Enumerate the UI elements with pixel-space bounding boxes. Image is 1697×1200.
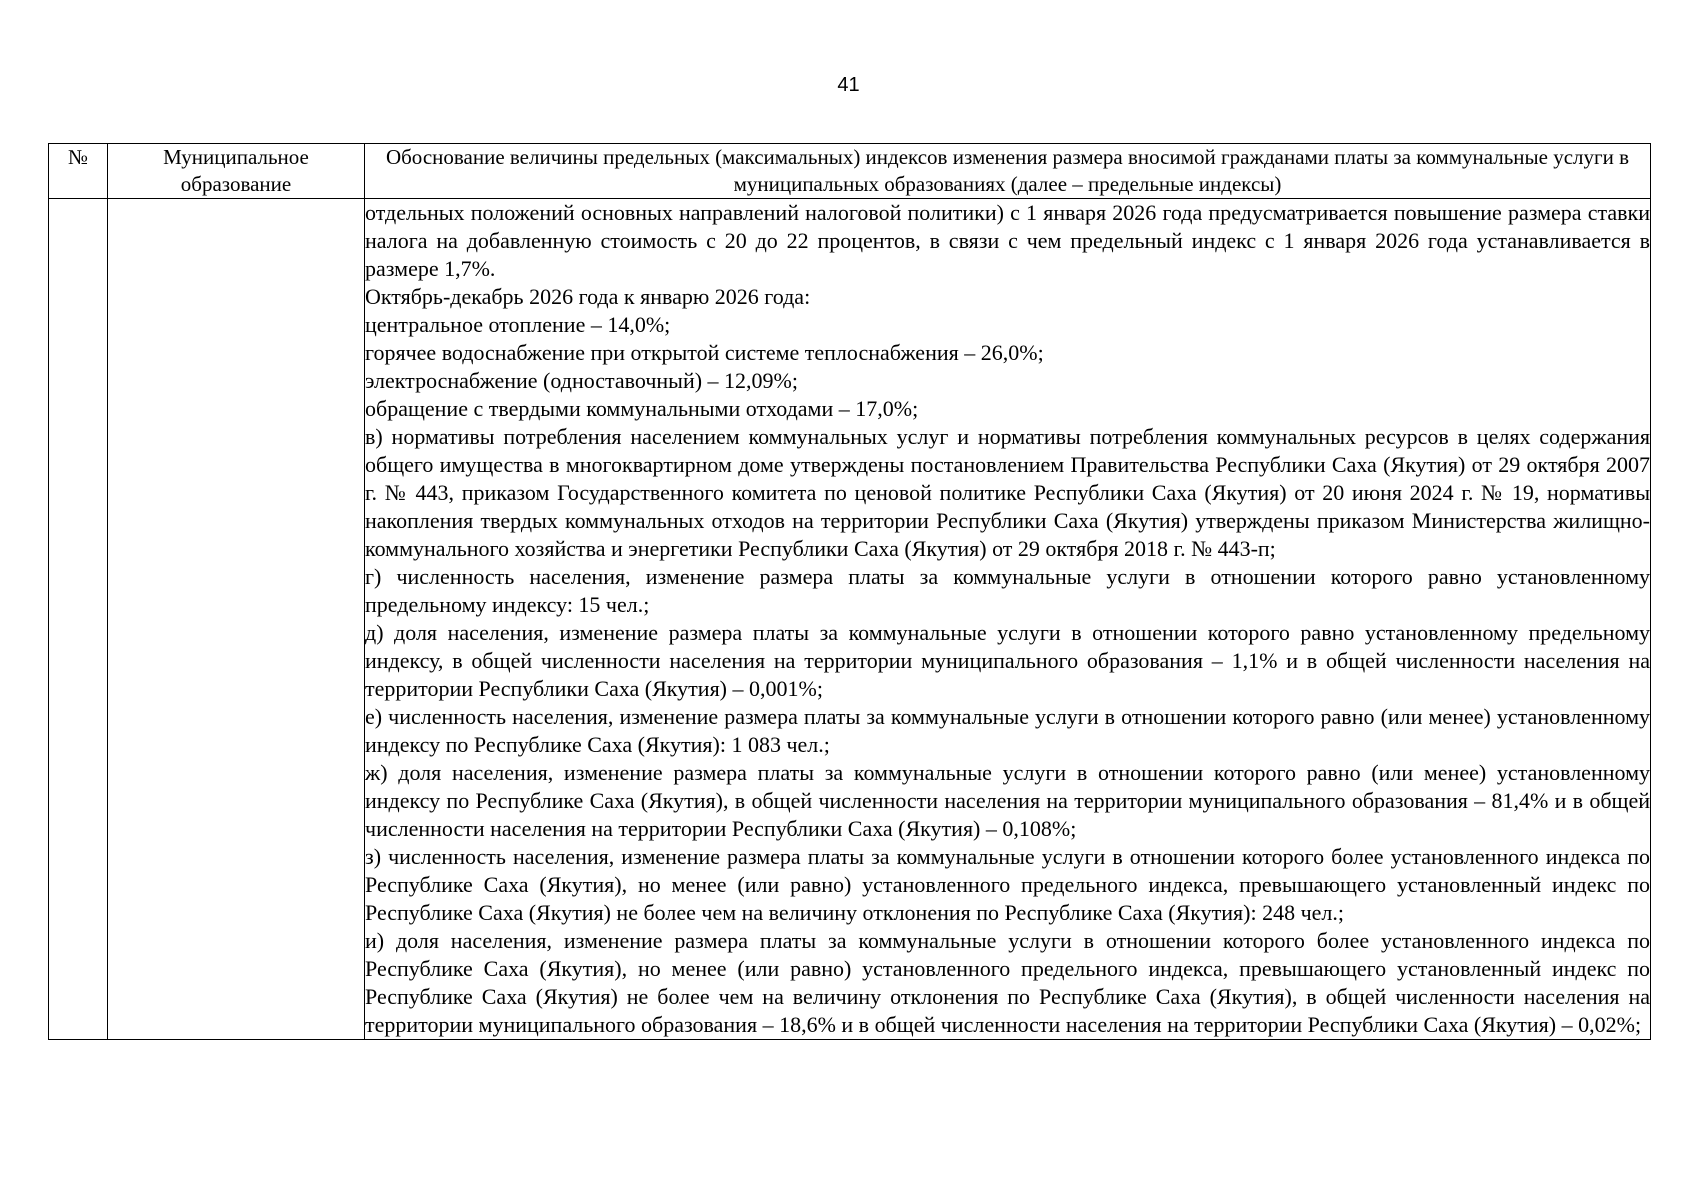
page-number: 41 (837, 74, 860, 96)
paragraph-i-share: и) доля населения, изменение размера платы за коммунальные услуги в отношении которого более установленного индекса по Республике Саха (Якутия), но менее (или равно) установленного предельного индекса, превышающего установленный индекс по Республике Саха (Якутия) не более чем на величину отклонения по Республике Саха (Якутия), в общей численности населения на территории муниципального образования – 18,6% и в общей численности населения на территории Республики Саха (Якутия) – 0,02%; (365, 928, 1650, 1037)
paragraph-z-population: з) численность населения, изменение размера платы за коммунальные услуги в отношении которого более установленного индекса по Республике Саха (Якутия), но менее (или равно) установленного предельного индекса, превышающего установленный индекс по Республике Саха (Якутия) не более чем на величину отклонения по Республике Саха (Якутия): 248 чел.; (365, 844, 1650, 925)
paragraph-g-population: г) численность населения, изменение размера платы за коммунальные услуги в отношении которого равно установленному предельному индексу: 15 чел.; (365, 564, 1650, 617)
column-header-number: № (49, 144, 108, 199)
column-header-municipality: Муниципальное образование (108, 144, 365, 199)
paragraph-period-heading: Октябрь-декабрь 2026 года к январю 2026 года: (365, 284, 811, 309)
paragraph-v-norms: в) нормативы потребления населением коммунальных услуг и нормативы потребления коммунальных ресурсов в целях содержания общего имущества в многоквартирном доме утверждены постановлением Правительства Республики Саха (Якутия) от 29 октября 2007 г. № 443, приказом Государственного комитета по ценовой политике Республики Саха (Якутия) от 20 июня 2024 г. № 19, нормативы накопления твердых коммунальных отходов на территории Республики Саха (Якутия) утверждены приказом Министерства жилищно-коммунального хозяйства и энергетики Республики Саха (Якутия) от 29 октября 2018 г. № 443-п; (365, 424, 1650, 561)
data-table (48, 143, 1651, 1040)
cell-municipality (108, 199, 365, 1040)
paragraph-electricity: электроснабжение (одноставочный) – 12,09%; (365, 368, 798, 393)
cell-justification (365, 199, 1651, 1040)
column-header-justification: Обоснование величины предельных (максимальных) индексов изменения размера вносимой гражданами платы за коммунальные услуги в муниципальных образованиях (далее – предельные индексы) (365, 144, 1651, 199)
paragraph-zh-share: ж) доля населения, изменение размера платы за коммунальные услуги в отношении которого равно (или менее) установленному индексу по Республике Саха (Якутия), в общей численности населения на территории муниципального образования – 81,4% и в общей численности населения на территории Республики Саха (Якутия) – 0,108%; (365, 760, 1650, 841)
paragraph-hot-water: горячее водоснабжение при открытой системе теплоснабжения – 26,0%; (365, 340, 1044, 365)
paragraph-e-population: е) численность населения, изменение размера платы за коммунальные услуги в отношении которого равно (или менее) установленному индексу по Республике Саха (Якутия): 1 083 чел.; (365, 704, 1650, 757)
table-header-row (49, 144, 1651, 199)
paragraph-solid-waste: обращение с твердыми коммунальными отходами – 17,0%; (365, 396, 919, 421)
paragraph-tax-policy: отдельных положений основных направлений налоговой политики) с 1 января 2026 года предусматривается повышение размера ставки налога на добавленную стоимость с 20 до 22 процентов, в связи с чем предельный индекс с 1 января 2026 года устанавливается в размере 1,7%. (365, 200, 1650, 281)
paragraph-d-share: д) доля населения, изменение размера платы за коммунальные услуги в отношении которого равно установленному предельному индексу, в общей численности населения на территории муниципального образования – 1,1% и в общей численности населения на территории Республики Саха (Якутия) – 0,001%; (365, 620, 1650, 701)
cell-number (49, 199, 108, 1040)
table-row (49, 199, 1651, 1040)
paragraph-central-heating: центральное отопление – 14,0%; (365, 312, 671, 337)
